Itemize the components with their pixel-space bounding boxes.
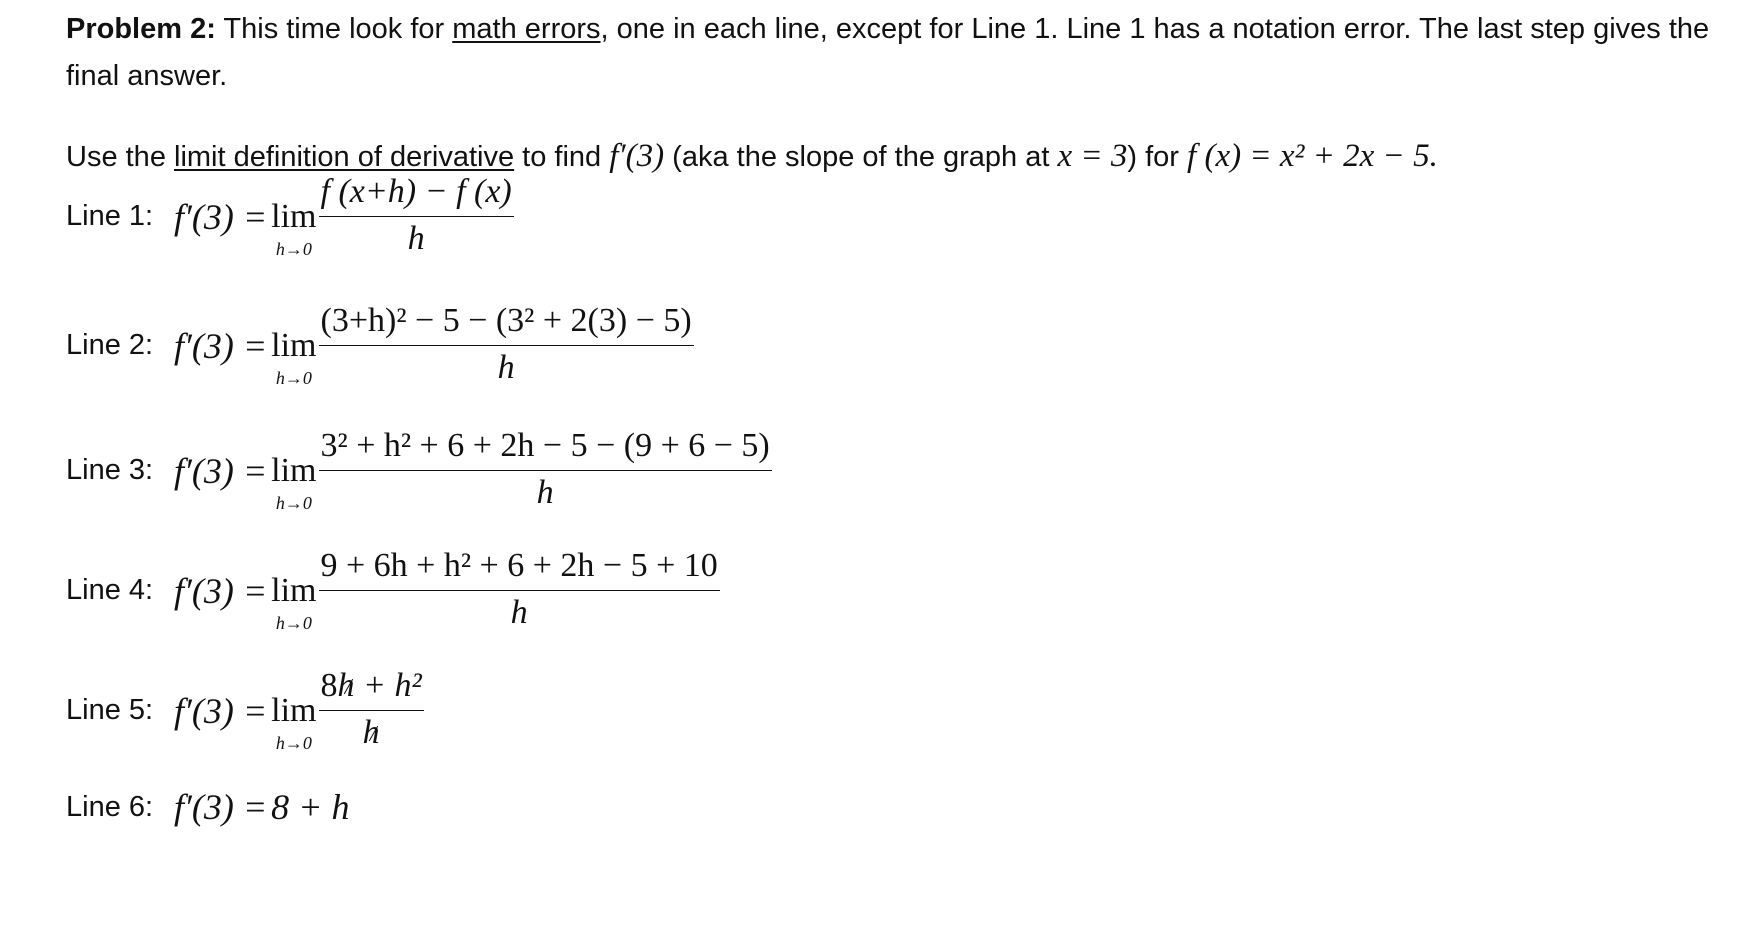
instruction-for: ) for (1127, 141, 1188, 173)
line-label: Line 5: (66, 694, 154, 726)
limit-operator (271, 451, 317, 513)
instruction-prefix: Use the (66, 141, 174, 173)
denominator: h (536, 474, 554, 511)
instruction-line (66, 136, 1438, 177)
line-lhs: f′(3) = (174, 325, 268, 366)
line-label: Line 2: (66, 329, 154, 361)
lim-subscript: h→0 (275, 367, 312, 388)
lim-word: lim (271, 691, 317, 729)
header-text-1: This time look for (215, 13, 453, 45)
instruction-x-eq: x = 3 (1057, 138, 1128, 174)
limit-operator (271, 691, 317, 753)
limit-operator (271, 326, 317, 388)
numerator: (3+h)² − 5 − (3² + 2(3) − 5) (320, 302, 692, 339)
line-lhs: f′(3) = (174, 570, 268, 611)
solution-line-1 (66, 172, 514, 261)
limit-operator (271, 571, 317, 633)
lim-word: lim (271, 571, 317, 609)
numerator-prefix: 8 (320, 667, 338, 704)
lim-subscript: h→0 (275, 732, 312, 753)
difference-quotient (319, 546, 720, 635)
line-label: Line 3: (66, 454, 154, 486)
problem-label: Problem 2: (66, 13, 216, 45)
denominator: h (510, 594, 528, 631)
instruction-target: f′(3) (609, 138, 665, 174)
problem-header (66, 6, 1726, 100)
line-lhs: f′(3) = (174, 450, 268, 491)
cancelled-h: h (337, 667, 355, 704)
numerator: 9 + 6h + h² + 6 + 2h − 5 + 10 (320, 547, 718, 584)
numerator: f (x+h) − f (x) (320, 173, 512, 210)
simplified-quotient (319, 666, 424, 755)
final-answer: 8 + h (271, 787, 350, 827)
lim-subscript: h→0 (275, 612, 312, 633)
limit-definition-underlined: limit definition of derivative (174, 141, 515, 173)
line-lhs: f′(3) = (174, 196, 268, 237)
lim-word: lim (271, 197, 317, 235)
line-lhs: f′(3) = (174, 787, 268, 827)
solution-line-2 (66, 301, 694, 390)
numerator-suffix: + h² (354, 667, 422, 704)
line-lhs: f′(3) = (174, 690, 268, 731)
difference-quotient (319, 426, 772, 515)
header-text-2: , one in each line, except for Line 1. Line 1 has a notation error. The last step gives the final answer. (66, 13, 1710, 92)
denominator (363, 711, 380, 755)
cancelled-h-denominator: h (363, 711, 380, 755)
lim-subscript: h→0 (275, 238, 312, 259)
lim-word: lim (271, 451, 317, 489)
instruction-aka: (aka the slope of the graph at (664, 141, 1058, 173)
line-label: Line 6: (66, 790, 154, 823)
numerator: 3² + h² + 6 + 2h − 5 − (9 + 6 − 5) (320, 427, 770, 464)
lim-word: lim (271, 326, 317, 364)
numerator (319, 666, 424, 710)
denominator: h (407, 220, 425, 257)
lim-subscript: h→0 (275, 492, 312, 513)
solution-line-6 (66, 786, 349, 828)
instruction-function: f (x) = x² + 2x − 5. (1187, 138, 1438, 174)
line-label: Line 4: (66, 574, 154, 606)
line-label: Line 1: (66, 200, 154, 232)
math-errors-underlined: math errors (452, 13, 601, 45)
difference-quotient (319, 172, 514, 261)
limit-operator (271, 197, 317, 259)
instruction-to-find: to find (514, 141, 610, 173)
solution-line-4 (66, 546, 720, 635)
denominator: h (497, 349, 515, 386)
solution-line-5 (66, 666, 424, 755)
solution-line-3 (66, 426, 772, 515)
difference-quotient (319, 301, 694, 390)
